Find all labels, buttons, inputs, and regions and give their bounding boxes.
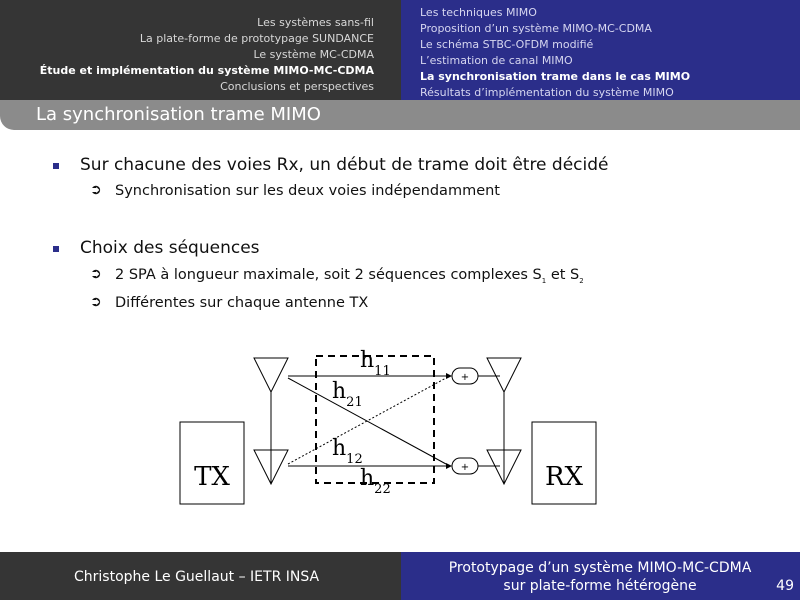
bullet-text: Sur chacune des voies Rx, un début de trame doit être décidé bbox=[80, 155, 609, 175]
arrow-bullet-icon: ➲ bbox=[90, 182, 102, 198]
section-nav bbox=[0, 0, 401, 100]
section-item[interactable]: Les systèmes sans-fil bbox=[257, 16, 374, 29]
arrow-bullet-icon: ➲ bbox=[90, 294, 102, 310]
section-item[interactable]: Le système MC-CDMA bbox=[253, 48, 374, 61]
tx-antenna-2-icon bbox=[254, 422, 288, 484]
subsection-item[interactable]: L’estimation de canal MIMO bbox=[420, 54, 573, 67]
subsection-item[interactable]: Résultats d’implémentation du système MIMO bbox=[420, 86, 674, 99]
mimo-channel-diagram bbox=[178, 345, 608, 505]
section-item[interactable]: Conclusions et perspectives bbox=[220, 80, 374, 93]
footer-title-line1: Prototypage d’un système MIMO-MC-CDMA bbox=[448, 560, 752, 576]
svg-text:+: + bbox=[460, 372, 470, 383]
label-h12: $h_{12}$ bbox=[332, 436, 363, 467]
label-h22: $h_{22}$ bbox=[360, 466, 391, 497]
section-item-active[interactable]: Étude et implémentation du système MIMO-MC-CDMA bbox=[39, 64, 374, 77]
footer bbox=[0, 552, 800, 600]
subsection-nav bbox=[401, 0, 800, 100]
subsection-item[interactable]: Les techniques MIMO bbox=[420, 6, 537, 19]
adder-2 bbox=[452, 458, 478, 474]
footer-right bbox=[401, 552, 800, 600]
page-number: 49 bbox=[776, 578, 794, 594]
bullet-square-icon bbox=[53, 246, 59, 252]
footer-left bbox=[0, 552, 401, 600]
header bbox=[0, 0, 800, 100]
label-h11: $h_{11}$ bbox=[360, 348, 391, 379]
rx-label: RX bbox=[544, 462, 584, 492]
sub-bullet-text: Synchronisation sur les deux voies indépendamment bbox=[115, 183, 500, 199]
sub-bullet-text: Différentes sur chaque antenne TX bbox=[115, 295, 369, 311]
arrow-bullet-icon: ➲ bbox=[90, 266, 102, 282]
slide-title: La synchronisation trame MIMO bbox=[36, 104, 321, 125]
subsection-item[interactable]: Proposition d’un système MIMO-MC-CDMA bbox=[420, 22, 652, 35]
subsection-item[interactable]: Le schéma STBC-OFDM modifié bbox=[420, 38, 594, 51]
rx-antenna-2-icon bbox=[487, 422, 521, 484]
adder-1 bbox=[452, 368, 478, 384]
rx-antenna-1-icon bbox=[487, 358, 521, 423]
section-item[interactable]: La plate-forme de prototypage SUNDANCE bbox=[139, 32, 374, 45]
tx-antenna-1-icon bbox=[254, 358, 288, 423]
footer-title-line2: sur plate-forme hétérogène bbox=[503, 578, 697, 594]
sub-bullet-text: 2 SPA à longueur maximale, soit 2 séquences complexes $S_1$ et $S_2$ bbox=[115, 267, 584, 285]
tx-label: TX bbox=[194, 462, 230, 492]
label-h21: $h_{21}$ bbox=[332, 379, 363, 410]
footer-author: Christophe Le Guellaut – IETR INSA bbox=[74, 569, 320, 585]
bullet-text: Choix des séquences bbox=[80, 238, 260, 258]
svg-text:+: + bbox=[460, 462, 470, 473]
bullet-square-icon bbox=[53, 163, 59, 169]
subsection-item-active[interactable]: La synchronisation trame dans le cas MIMO bbox=[420, 70, 691, 83]
